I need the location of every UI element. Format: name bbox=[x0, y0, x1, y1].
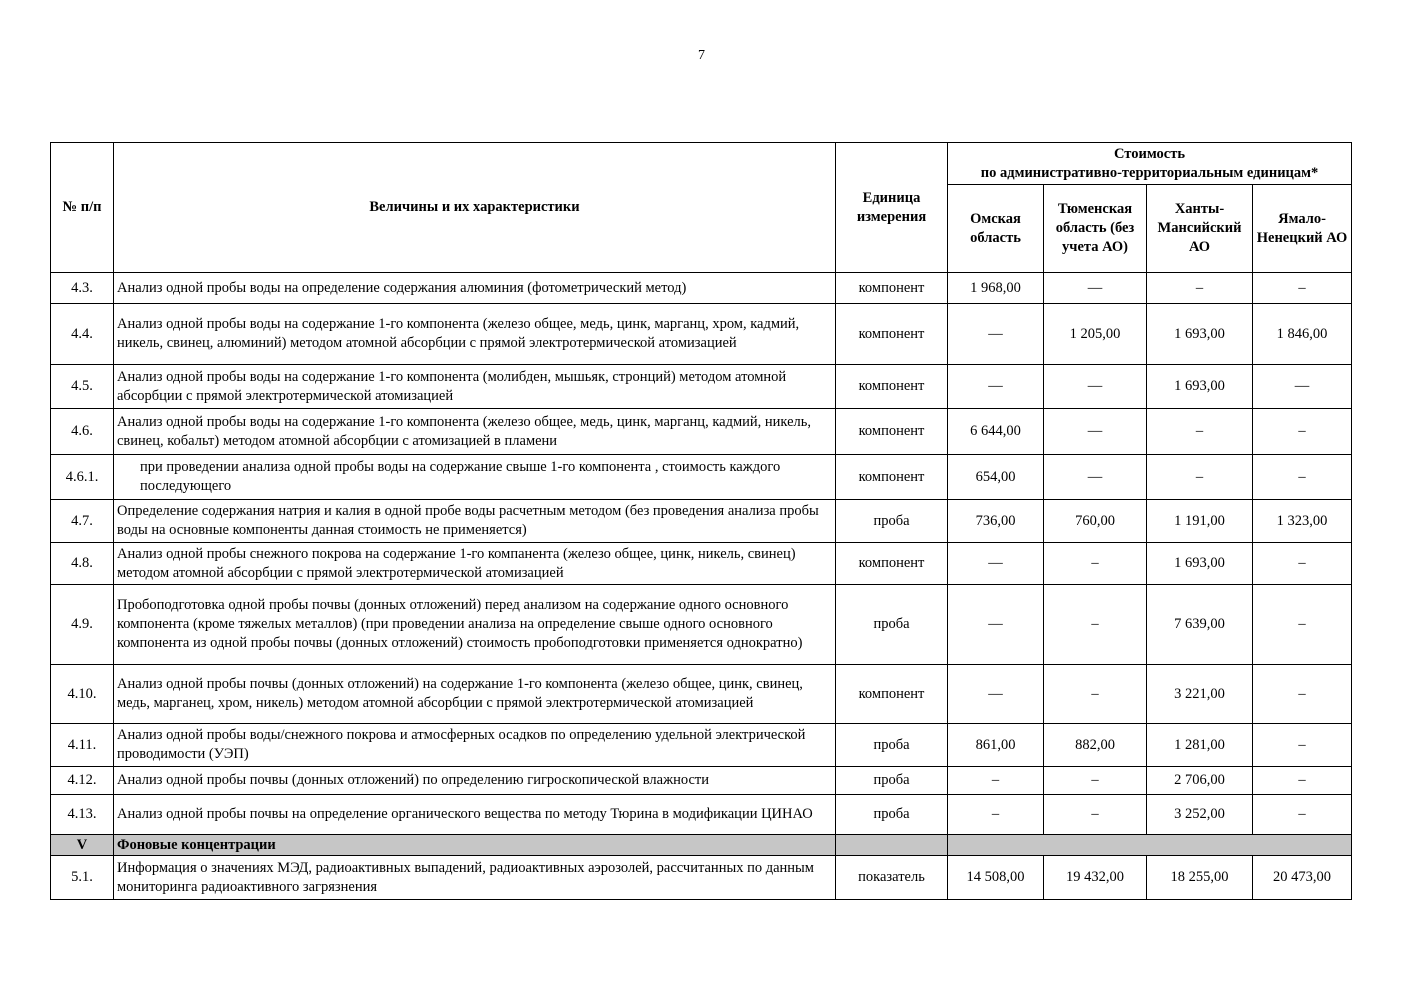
row-unit: компонент bbox=[836, 365, 948, 409]
row-value-omsk: 6 644,00 bbox=[948, 409, 1044, 455]
row-value-tyumen: — bbox=[1044, 365, 1147, 409]
row-value-yanao: – bbox=[1253, 665, 1352, 724]
row-value-tyumen: – bbox=[1044, 665, 1147, 724]
row-value-khmao: 3 252,00 bbox=[1147, 795, 1253, 835]
row-value-yanao: 20 473,00 bbox=[1253, 856, 1352, 900]
row-value-omsk: – bbox=[948, 767, 1044, 795]
header-desc: Величины и их характеристики bbox=[114, 143, 836, 273]
row-value-tyumen: – bbox=[1044, 767, 1147, 795]
row-value-yanao: – bbox=[1253, 273, 1352, 304]
row-description: Анализ одной пробы воды на определение содержания алюминия (фотометрический метод) bbox=[114, 273, 836, 304]
row-description: Анализ одной пробы воды на содержание 1-го компонента (железо общее, медь, цинк, марганц, хром, кадмий, никель, свинец, алюминий) методом атомной абсорбции с прямой электротермической атомизацией bbox=[114, 304, 836, 365]
row-value-omsk: — bbox=[948, 665, 1044, 724]
row-unit: компонент bbox=[836, 455, 948, 500]
row-value-omsk: — bbox=[948, 365, 1044, 409]
row-number: 5.1. bbox=[51, 856, 114, 900]
table-row bbox=[51, 665, 1352, 724]
section-unit-cell bbox=[836, 835, 948, 856]
row-number: 4.7. bbox=[51, 500, 114, 543]
row-value-tyumen: 760,00 bbox=[1044, 500, 1147, 543]
header-unit: Единица измерения bbox=[836, 143, 948, 273]
row-value-omsk: — bbox=[948, 543, 1044, 585]
row-unit: показатель bbox=[836, 856, 948, 900]
row-number: 4.10. bbox=[51, 665, 114, 724]
row-value-omsk: 14 508,00 bbox=[948, 856, 1044, 900]
row-value-yanao: – bbox=[1253, 795, 1352, 835]
header-cost bbox=[948, 143, 1352, 185]
row-description: Анализ одной пробы почвы (донных отложений) по определению гигроскопической влажности bbox=[114, 767, 836, 795]
row-description: Анализ одной пробы снежного покрова на содержание 1-го компанента (железо общее, цинк, никель, свинец) методом атомной абсорбции с прямой электротермической атомизацией bbox=[114, 543, 836, 585]
row-unit: проба bbox=[836, 795, 948, 835]
row-value-khmao: 1 693,00 bbox=[1147, 365, 1253, 409]
row-value-tyumen: – bbox=[1044, 543, 1147, 585]
row-unit: компонент bbox=[836, 304, 948, 365]
table-row bbox=[51, 543, 1352, 585]
header-cost-subtitle: по административно-территориальным единицам* bbox=[980, 164, 1319, 181]
row-value-omsk: 654,00 bbox=[948, 455, 1044, 500]
row-value-khmao: 1 693,00 bbox=[1147, 304, 1253, 365]
row-description: Анализ одной пробы воды/снежного покрова и атмосферных осадков по определению удельной электрической проводимости (УЭП) bbox=[114, 724, 836, 767]
row-value-tyumen: 1 205,00 bbox=[1044, 304, 1147, 365]
section-title: Фоновые концентрации bbox=[114, 835, 836, 856]
row-unit: проба bbox=[836, 500, 948, 543]
table-row bbox=[51, 273, 1352, 304]
row-value-khmao: 3 221,00 bbox=[1147, 665, 1253, 724]
table-row bbox=[51, 455, 1352, 500]
header-region-0: Омская область bbox=[948, 185, 1044, 273]
row-unit: компонент bbox=[836, 665, 948, 724]
row-unit: проба bbox=[836, 724, 948, 767]
row-number: 4.6. bbox=[51, 409, 114, 455]
row-number: 4.8. bbox=[51, 543, 114, 585]
row-value-omsk: 736,00 bbox=[948, 500, 1044, 543]
row-value-khmao: 7 639,00 bbox=[1147, 585, 1253, 665]
row-value-tyumen: — bbox=[1044, 409, 1147, 455]
row-description: Информация о значениях МЭД, радиоактивных выпадений, радиоактивных аэрозолей, рассчитанных по данным мониторинга радиоактивного загрязнения bbox=[114, 856, 836, 900]
row-number: 4.5. bbox=[51, 365, 114, 409]
row-number: 4.3. bbox=[51, 273, 114, 304]
row-number: 4.12. bbox=[51, 767, 114, 795]
row-value-omsk: 1 968,00 bbox=[948, 273, 1044, 304]
row-value-yanao: 1 323,00 bbox=[1253, 500, 1352, 543]
row-description: Определение содержания натрия и калия в одной пробе воды расчетным методом (без проведения анализа пробы воды на основные компоненты данная стоимость не применяется) bbox=[114, 500, 836, 543]
row-description: Анализ одной пробы почвы (донных отложений) на содержание 1-го компонента (железо общее, цинк, свинец, медь, марганец, хром, никель) методом атомной абсорбции с прямой электротермической атомизацией bbox=[114, 665, 836, 724]
row-number: 4.4. bbox=[51, 304, 114, 365]
row-value-omsk: – bbox=[948, 795, 1044, 835]
header-no: № п/п bbox=[51, 143, 114, 273]
row-description: Анализ одной пробы воды на содержание 1-го компонента (молибден, мышьяк, стронций) методом атомной абсорбции с прямой электротермической атомизацией bbox=[114, 365, 836, 409]
row-value-yanao: – bbox=[1253, 409, 1352, 455]
row-value-khmao: – bbox=[1147, 409, 1253, 455]
row-value-yanao: – bbox=[1253, 455, 1352, 500]
row-description: Анализ одной пробы воды на содержание 1-го компонента (железо общее, медь, цинк, марганц, кадмий, никель, свинец, кобальт) методом атомной абсорбции с атомизацией в пламени bbox=[114, 409, 836, 455]
row-value-khmao: 2 706,00 bbox=[1147, 767, 1253, 795]
row-value-omsk: — bbox=[948, 304, 1044, 365]
header-region-3: Ямало-Ненецкий АО bbox=[1253, 185, 1352, 273]
row-value-yanao: – bbox=[1253, 724, 1352, 767]
table-row bbox=[51, 409, 1352, 455]
table-row bbox=[51, 795, 1352, 835]
row-number: 4.11. bbox=[51, 724, 114, 767]
row-value-omsk: — bbox=[948, 585, 1044, 665]
row-value-tyumen: — bbox=[1044, 455, 1147, 500]
table-row bbox=[51, 365, 1352, 409]
row-value-yanao: – bbox=[1253, 585, 1352, 665]
row-description: Пробоподготовка одной пробы почвы (донных отложений) перед анализом на содержание одного основного компонента (кроме тяжелых металлов) (при проведении анализа на определение свыше одного основного компонента из одной пробы почвы (донных отложений) стоимость пробоподготовки применяется однократно) bbox=[114, 585, 836, 665]
row-value-tyumen: — bbox=[1044, 273, 1147, 304]
row-number: 4.13. bbox=[51, 795, 114, 835]
section-row bbox=[51, 835, 1352, 856]
row-number: 4.6.1. bbox=[51, 455, 114, 500]
header-region-2: Ханты-Мансийский АО bbox=[1147, 185, 1253, 273]
table-row bbox=[51, 856, 1352, 900]
row-value-khmao: 1 281,00 bbox=[1147, 724, 1253, 767]
row-unit: проба bbox=[836, 585, 948, 665]
row-value-yanao: 1 846,00 bbox=[1253, 304, 1352, 365]
row-unit: проба bbox=[836, 767, 948, 795]
table-row bbox=[51, 304, 1352, 365]
row-value-yanao: – bbox=[1253, 767, 1352, 795]
row-value-khmao: – bbox=[1147, 273, 1253, 304]
row-description: при проведении анализа одной пробы воды на содержание свыше 1-го компонента , стоимость каждого последующего bbox=[114, 455, 836, 500]
row-value-khmao: 18 255,00 bbox=[1147, 856, 1253, 900]
row-value-tyumen: – bbox=[1044, 585, 1147, 665]
row-value-tyumen: 19 432,00 bbox=[1044, 856, 1147, 900]
row-description: Анализ одной пробы почвы на определение органического вещества по методу Тюрина в модификации ЦИНАО bbox=[114, 795, 836, 835]
table-row bbox=[51, 500, 1352, 543]
page-number: 7 bbox=[698, 48, 705, 63]
row-value-tyumen: 882,00 bbox=[1044, 724, 1147, 767]
header-cost-title: Стоимость bbox=[1114, 145, 1186, 162]
row-unit: компонент bbox=[836, 409, 948, 455]
row-value-omsk: 861,00 bbox=[948, 724, 1044, 767]
row-value-khmao: 1 191,00 bbox=[1147, 500, 1253, 543]
row-unit: компонент bbox=[836, 273, 948, 304]
section-values-cell bbox=[948, 835, 1352, 856]
table-row bbox=[51, 585, 1352, 665]
row-value-yanao: — bbox=[1253, 365, 1352, 409]
row-value-khmao: 1 693,00 bbox=[1147, 543, 1253, 585]
section-number: V bbox=[51, 835, 114, 856]
row-value-khmao: – bbox=[1147, 455, 1253, 500]
price-table bbox=[50, 142, 1352, 900]
row-value-yanao: – bbox=[1253, 543, 1352, 585]
row-value-tyumen: – bbox=[1044, 795, 1147, 835]
row-number: 4.9. bbox=[51, 585, 114, 665]
table-row bbox=[51, 724, 1352, 767]
header-region-1: Тюменская область (без учета АО) bbox=[1044, 185, 1147, 273]
table-row bbox=[51, 767, 1352, 795]
row-unit: компонент bbox=[836, 543, 948, 585]
